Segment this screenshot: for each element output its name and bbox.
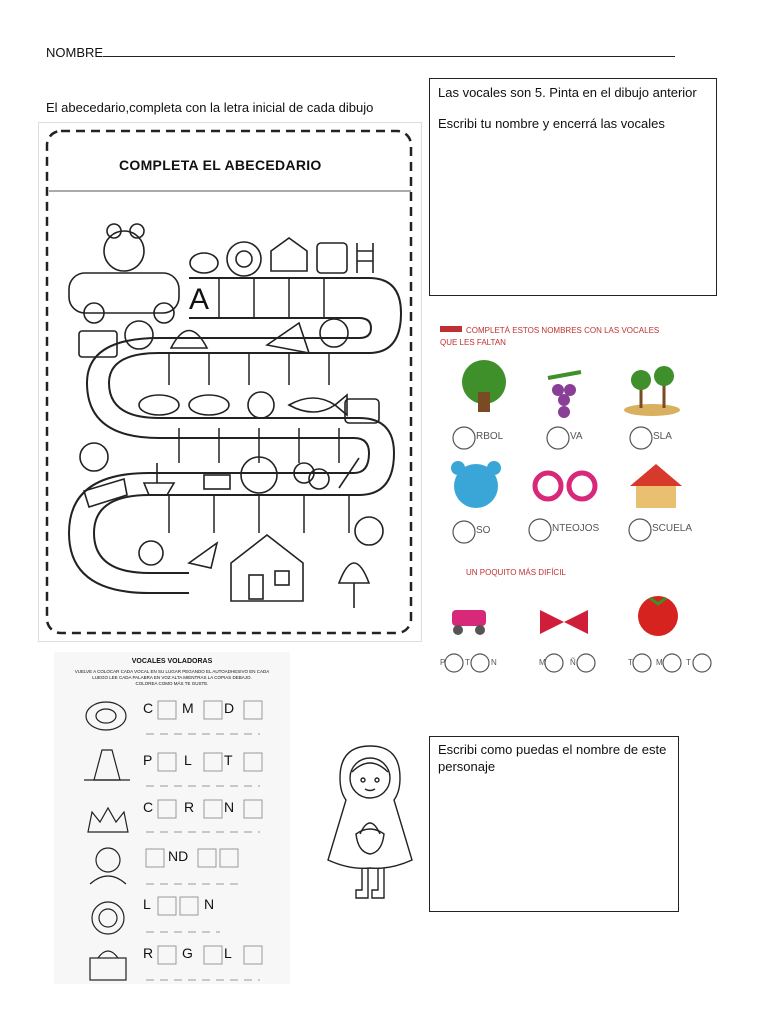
vv-row6-l3: L: [224, 945, 232, 961]
abecedario-instruction: El abecedario,completa con la letra inicial de cada dibujo: [46, 100, 374, 115]
difficult-word-2-a: M: [539, 658, 546, 667]
vv-row2-l2: L: [184, 752, 192, 768]
difficult-word-1-c: N: [491, 658, 497, 667]
vowel-word-oso: SO: [476, 525, 491, 536]
vv-row2-l3: T: [224, 752, 233, 768]
vowel-word-escuela: SCUELA: [652, 523, 693, 534]
vv-drawings: [54, 652, 290, 984]
vv-row3-l3: N: [224, 799, 235, 815]
vowels-completion-sheet: [436, 320, 718, 680]
vocales-line2: Escribi tu nombre y encerrá las vocales: [438, 116, 665, 131]
vowels-drawings: [436, 320, 718, 680]
vv-row4-l1: ND: [168, 848, 189, 864]
abecedario-title: COMPLETA EL ABECEDARIO: [119, 157, 322, 173]
nombre-line[interactable]: [46, 45, 676, 60]
vowels-heading1-line2: QUE LES FALTAN: [440, 338, 506, 347]
vocales-instruction-box[interactable]: [429, 78, 717, 296]
vowels-heading1-line1: COMPLETÁ ESTOS NOMBRES CON LAS VOCALES: [466, 326, 660, 335]
vv-row1-l3: D: [224, 700, 235, 716]
abecedario-drawing: [39, 123, 421, 641]
vv-title: VOCALES VOLADORAS: [131, 658, 213, 665]
vocales-line1: Las vocales son 5. Pinta en el dibujo anterior: [438, 85, 697, 100]
vv-row3-l1: C: [143, 799, 154, 815]
vv-row2-l1: P: [143, 752, 153, 768]
vv-row5-l2: N: [204, 896, 215, 912]
character-drawing: [320, 742, 420, 904]
vowel-word-anteojos: NTEOJOS: [552, 523, 600, 534]
difficult-word-3-c: T: [686, 658, 691, 667]
difficult-word-1-b: T: [465, 658, 470, 667]
vv-row6-l1: R: [143, 945, 154, 961]
abecedario-first-letter: A: [189, 283, 210, 316]
difficult-word-2-b: Ñ: [570, 658, 576, 667]
personaje-answer-box[interactable]: [429, 736, 679, 912]
difficult-word-3-a: T: [628, 658, 633, 667]
difficult-word-3-b: M: [656, 658, 663, 667]
abecedario-worksheet: [38, 122, 422, 642]
vowels-heading2: UN POQUITO MÁS DIFÍCIL: [466, 568, 566, 577]
vowel-word-arbol: RBOL: [476, 431, 504, 442]
vv-instruction-2: LUEGO LEE CADA PALABRA EN VOZ ALTA MIENTRAS LA COPIAS DEBAJO.: [92, 675, 252, 680]
vv-row1-l1: C: [143, 700, 154, 716]
vowel-word-uva: VA: [570, 431, 583, 442]
vv-instruction-1: VUELVE A COLOCAR CADA VOCAL EN SU LUGAR PEGANDO EL AUTOADHESIVO EN CADA: [74, 669, 270, 674]
nombre-label: NOMBRE: [46, 45, 104, 60]
vocales-voladoras-sheet: [54, 652, 290, 984]
vv-row5-l1: L: [143, 896, 151, 912]
vowel-word-isla: SLA: [653, 431, 672, 442]
vv-instruction-3: COLOREA COMO MÁS TE GUSTE.: [135, 681, 209, 686]
difficult-word-1-a: P: [440, 658, 446, 667]
vv-row6-l2: G: [182, 945, 193, 961]
vv-row3-l2: R: [184, 799, 195, 815]
vv-row1-l2: M: [182, 700, 194, 716]
personaje-text: Escribi como puedas el nombre de este personaje: [438, 742, 667, 774]
